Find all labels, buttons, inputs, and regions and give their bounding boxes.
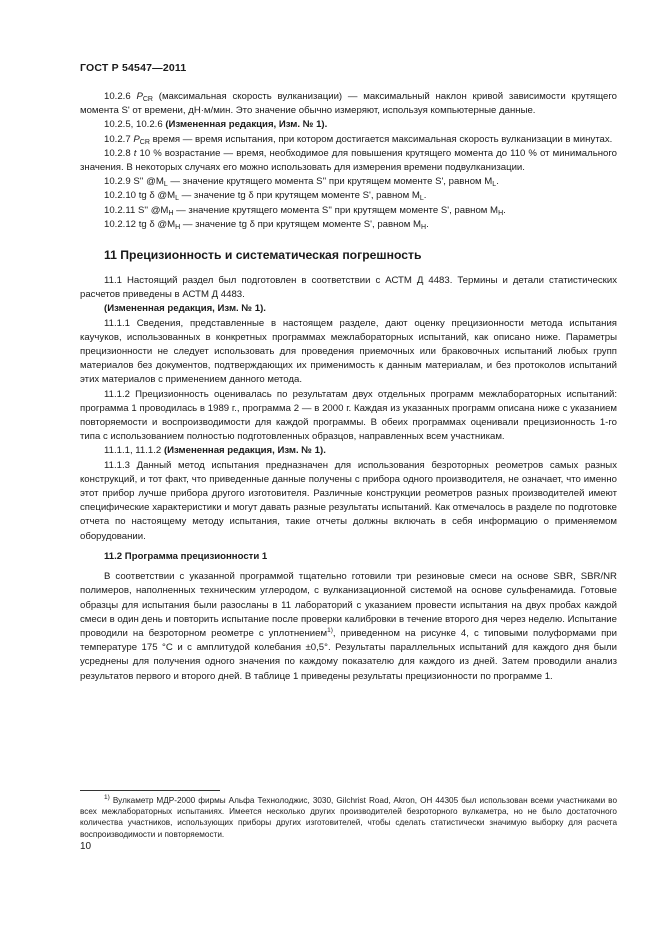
page-number: 10	[80, 841, 92, 852]
para-10-2-11: 10.2.11 S'' $@M_H$ — значение крутящего момента S'' при крутящем моменте S', равном $M_H$.	[104, 204, 506, 217]
page-header: ГОСТ Р 54547—2011	[80, 62, 187, 74]
para-11-1: 11.1 Настоящий раздел был подготовлен в соответствии с АСТМ Д 4483. Термины и детали статистических расчетов приведены в АСТМ Д 4483.	[80, 275, 617, 301]
para-11-1-2: 11.1.2 Прецизионность оценивалась по результатам двух отдельных программ межлабораторных испытаний: программа 1 проводилась в 1989 г., программа 2 — в 2000 г. Каждая из указанных программ описана ниже с указанием повторяемости и воспроизводимости для каждой программы. В обеих программах оценивали прецизионность 1-го типа с использованием полностью подготовленных образцов, направленных всем участникам.	[80, 388, 617, 443]
section-11-2-heading: 11.2 Программа прецизионности 1	[104, 550, 268, 562]
footnote-text: Вулкаметр МДР-2000 фирмы Альфа Технолоджис, 3030, Gilchrist Road, Akron, OH 44305 был использован всеми участниками во всех межлабораторных испытаниях. Имеется несколько других производителей безроторного вулкаметра, но не было достаточного количества участников, использующих приборы других изготовителей, чтобы сделать статистически значимую выборку для расчета воспроизводимости и повторяемости.	[80, 796, 617, 839]
footnote	[80, 795, 617, 840]
revision-note-10-2-5: 10.2.5, 10.2.6 (Измененная редакция, Изм. № 1).	[104, 119, 328, 131]
footnote-mark: 1)	[104, 794, 110, 801]
page-body	[80, 90, 617, 684]
para-10-2-12: 10.2.12 tg δ $@M_H$ — значение tg δ при крутящем моменте S', равном $M_H$.	[104, 218, 429, 231]
section-11-heading: 11 Прецизионность и систематическая погрешность	[104, 248, 422, 263]
para-11-1-3: 11.1.3 Данный метод испытания предназначен для использования безроторных реометров самых разных конструкций, и тот факт, что приведенные данные получены с прибора одного производителя, не означает, что именно этот прибор лучше прибора другого изготовителя. Различные конструкции реометров разных производителей имеют специфические характеристики и могут давать разные результаты испытаний. Как отмечалось в разделе по подготовке отчета по настоящему методу испытания, такие отчеты должны включать в себя информацию о применяемом оборудовании.	[80, 459, 617, 542]
revision-note-11-1: (Измененная редакция, Изм. № 1).	[104, 303, 266, 315]
para-10-2-9: 10.2.9 S'' $@M_L$ — значение крутящего момента S'' при крутящем моменте S', равном $M_L$.	[104, 176, 499, 189]
footnote-ref: 1)	[327, 626, 333, 634]
para-10-2-6: 10.2.6 $P_{CR}$ (максимальная скорость вулканизации) — максимальный наклон кривой зависимости крутящего момента S' от времени, дН·м/мин. Это значение обычно измеряют, используя компьютерные данные.	[80, 91, 617, 117]
para-11-1-1: 11.1.1 Сведения, представленные в настоящем разделе, дают оценку прецизионности метода испытания каучуков, использованных в конкретных программах межлабораторных испытаний, как описано ниже. Параметры прецизионности не следует использовать для проведения приемочных или браковочных испытаний любых групп материалов без документов, подтверждающих их применимость к данным материалам, и без протоколов испытаний этих материалов с применением данного метода.	[80, 317, 617, 386]
para-10-2-8: 10.2.8 t 10 % возрастание — время, необходимое для повышения крутящего момента до 110 % от минимального значения. В некоторых случаях его можно использовать для измерения времени подвулканизации.	[80, 147, 617, 174]
para-10-2-7: 10.2.7 $P_{CR}$ время — время испытания, при котором достигается максимальная скорость вулканизации в минутах.	[104, 133, 613, 146]
para-10-2-10: 10.2.10 tg δ $@M_L$ — значение tg δ при крутящем моменте S', равном $M_L$.	[104, 190, 427, 203]
para-11-2: В соответствии с указанной программой тщательно готовили три резиновые смеси на основе SBR, SBR/NR полимеров, наполненных техническим углеродом, с вулканизационной системой на основе сульфенамида. Готовые образцы для испытания были разосланы в 11 лабораторий с указанием провести испытания на двух пробах каждой смеси в один день и повторить испытание после проверки калибровки в течение второго дня через неделю. Испытание проводили на безроторном реометре с уплотнением$^{1)}$, приведенном на рисунке 4, с типовыми полуформами при температуре 175 °С и с амплитудой колебания ±0,5°. Результаты параллельных испытаний для каждого дня были усреднены для получения одного значения по каждому показателю для каждого из дней. Затем проводили анализ результатов первого и второго дней. В таблице 1 приведены результаты прецизионности по программе 1.	[80, 571, 617, 682]
footnote-divider	[80, 790, 220, 791]
revision-note-11-1-1: 11.1.1, 11.1.2 (Измененная редакция, Изм. № 1).	[104, 445, 326, 457]
